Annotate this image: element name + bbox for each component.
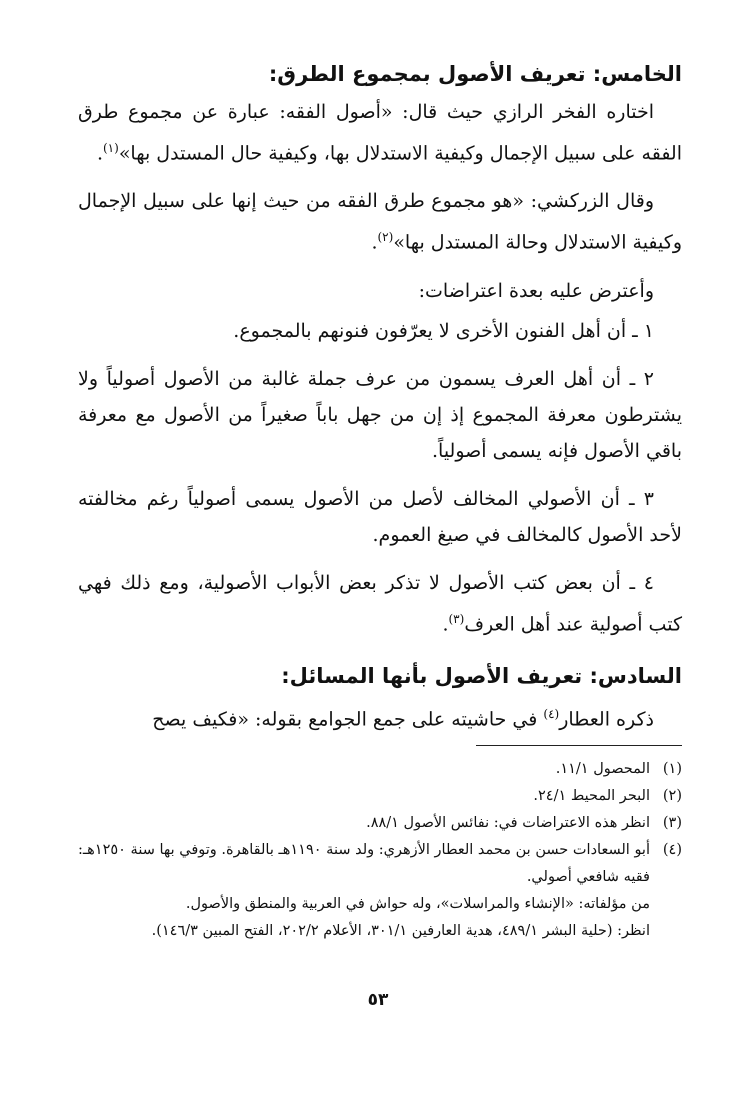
footnote-1 [78,756,682,783]
footnote-text: البحر المحيط ٢٤/١. [533,788,650,804]
footnote-ref-4[interactable]: (٤) [543,706,560,721]
footnote-ref-2[interactable]: (٢) [377,230,394,245]
paragraph-zarkashi [78,183,682,260]
footnote-2 [78,783,682,810]
paragraph-razi-text: اختاره الفخر الرازي حيث قال: «أصول الفقه: عبارة عن مجموع طرق الفقه على سبيل الإجمال وكيفية الاستدلال بها، وكيفية حال المستدل بها» [78,101,682,165]
footnote-text: انظر هذه الاعتراضات في: نفائس الأصول ٨٨/١. [366,815,650,831]
paragraph-zarkashi-end: . [371,231,378,254]
objection-4-end: . [442,612,449,635]
section-heading-sixth: السادس: تعريف الأصول بأنها المسائل: [281,663,682,688]
footnote-ref-3[interactable]: (٣) [448,611,465,626]
footnote-4-sources: انظر: (حلية البشر ٤٨٩/١، هدية العارفين ٣٠١/١، الأعلام ٢٠٢/٢، الفتح المبين ١٤٦/٣). [151,923,650,939]
paragraph-attar-start: ذكره العطار [559,708,654,731]
footnote-text: المحصول ١١/١. [555,761,650,777]
objection-4 [78,565,682,642]
objection-1: ١ ـ أن أهل الفنون الأخرى لا يعرّفون فنونهم بالمجموع. [233,319,654,342]
page-body [78,56,682,749]
footnote-ref-1[interactable]: (١) [102,141,119,155]
footnote-4-works: من مؤلفاته: «الإنشاء والمراسلات»، وله حواش في العربية والمنطق والأصول. [185,896,650,912]
footnote-number: (٣) [662,815,682,831]
footnote-separator [476,745,682,746]
objection-2: ٢ ـ أن أهل العرف يسمون من عرف جملة غالبة من الأصول أصولياً ولا يشترطون معرفة المجموع إذ إن من جهل باباً صغيراً من الأصول مع معرفة باقي الأصول فإنه يسمى أصولياً. [78,367,682,462]
paragraph-razi [78,94,682,171]
paragraph-attar [78,696,682,737]
footnotes [78,756,682,945]
footnote-number: (٤) [662,842,682,858]
section-heading-fifth: الخامس: تعريف الأصول بمجموع الطرق: [268,62,682,86]
objection-4-text: ٤ ـ أن بعض كتب الأصول لا تذكر بعض الأبواب الأصولية، ومع ذلك فهي كتب أصولية عند أهل العرف [78,571,682,635]
footnote-4 [78,837,682,891]
footnote-text: أبو السعادات حسن بن محمد العطار الأزهري: ولد سنة ١١٩٠هـ بالقاهرة. وتوفي بها سنة ١٢٥٠هـ: فقيه شافعي أصولي. [78,842,650,885]
paragraph-attar-rest: في حاشيته على جمع الجوامع بقوله: «فكيف يصح [152,708,544,731]
footnote-number: (١) [662,761,682,777]
page-number: ٥٣ [367,990,389,1010]
paragraph-razi-end: . [96,142,103,165]
objection-3: ٣ ـ أن الأصولي المخالف لأصل من الأصول يسمى أصولياً رغم مخالفته لأحد الأصول كالمخالف في صيغ العموم. [78,487,682,546]
paragraph-objections-intro: وأعترض عليه بعدة اعتراضات: [418,279,654,302]
footnote-3 [78,810,682,837]
footnote-number: (٢) [662,788,682,804]
paragraph-zarkashi-text: وقال الزركشي: «هو مجموع طرق الفقه من حيث إنها على سبيل الإجمال وكيفية الاستدلال وحالة المستدل بها» [78,190,682,254]
